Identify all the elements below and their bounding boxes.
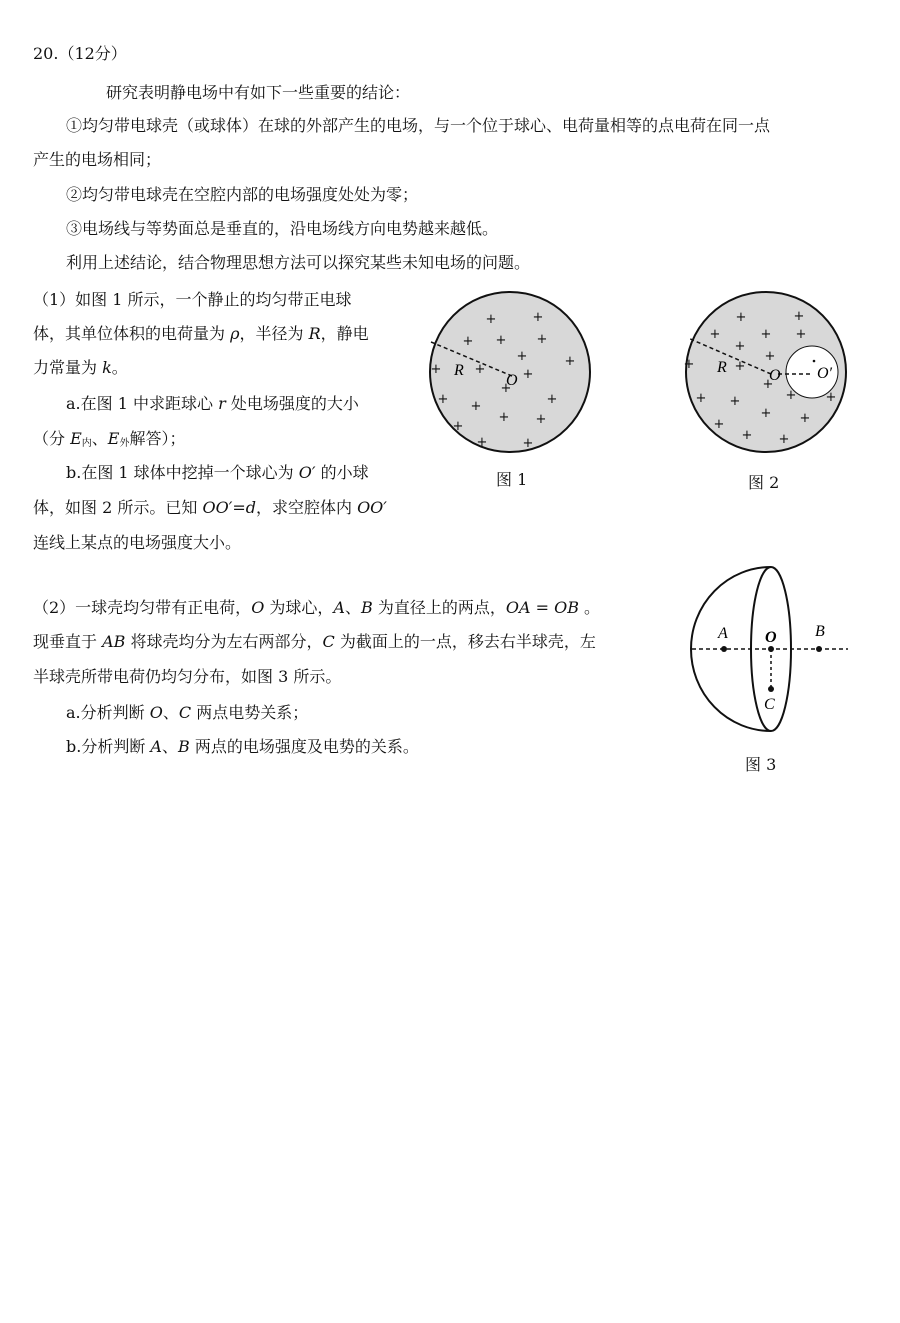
svg-text:+: + [785,388,797,403]
label-B: B [815,623,825,640]
intro-line: 研究表明静电场中有如下一些重要的结论： [106,83,411,102]
svg-text:+: + [500,381,512,396]
question-number: 20.（12分） [33,44,127,63]
svg-text:+: + [762,377,774,392]
figure-3-caption: 图 3 [745,755,777,774]
svg-text:+: + [516,349,528,364]
svg-text:+: + [734,359,746,374]
svg-text:+: + [734,339,746,354]
label-O: O [769,367,781,384]
svg-text:+: + [485,312,497,327]
label-O: O [506,372,518,389]
part1-line-3: 力常量为 k。 [33,358,128,377]
svg-text:+: + [713,417,725,432]
svg-text:+: + [495,333,507,348]
part1-a-line-2: （分 $E_内$、$E_外$解答）； [33,429,186,449]
label-O: O [765,629,777,646]
part2-b: b.分析判断 A、B 两点的电场强度及电势的关系。 [66,737,419,756]
svg-text:+: + [462,334,474,349]
center-o-prime-dot [813,360,816,363]
part2-line-3: 半球壳所带电荷仍均匀分布，如图 3 所示。 [33,667,342,686]
svg-text:+: + [546,392,558,407]
figure-3 [688,565,853,740]
svg-text:+: + [795,327,807,342]
conclusion-2: ②均匀带电球壳在空腔内部的电场强度处处为零； [66,185,419,204]
part1-line-1: （1）如图 1 所示，一个静止的均匀带正电球 [33,290,352,309]
conclusion-3: ③电场线与等势面总是垂直的，沿电场线方向电势越来越低。 [66,219,499,238]
part1-b-line-1: b.在图 1 球体中挖掉一个球心为 O′ 的小球 [66,463,369,482]
svg-text:+: + [564,354,576,369]
svg-text:+: + [476,435,488,450]
figure-2 [681,286,855,460]
svg-text:+: + [778,432,790,447]
svg-text:+: + [683,357,695,372]
svg-text:+: + [741,428,753,443]
figure-1 [418,290,602,474]
label-C: C [764,696,775,713]
svg-text:+: + [729,394,741,409]
svg-text:+: + [522,367,534,382]
svg-text:+: + [535,412,547,427]
label-R: R [454,362,464,379]
method-line: 利用上述结论，结合物理思想方法可以探究某些未知电场的问题。 [66,253,531,272]
point-a-dot [721,646,727,652]
conclusion-1-line-1: ①均匀带电球壳（或球体）在球的外部产生的电场，与一个位于球心、电荷量相等的点电荷在同一点 [66,116,771,135]
svg-text:+: + [498,410,510,425]
svg-text:+: + [760,327,772,342]
point-b-dot [816,646,822,652]
svg-text:+: + [709,327,721,342]
svg-text:+: + [437,392,449,407]
svg-text:+: + [522,436,534,451]
svg-text:+: + [536,332,548,347]
part2-a: a.分析判断 O、C 两点电势关系； [66,703,309,722]
part1-b-line-3: 连线上某点的电场强度大小。 [33,533,242,552]
svg-text:+: + [695,391,707,406]
part1-a-line-1: a.在图 1 中求距球心 r 处电场强度的大小 [66,394,359,413]
part2-line-1: （2）一球壳均匀带有正电荷，O 为球心，A、B 为直径上的两点，OA = OB 。 [33,598,601,617]
label-O-prime: O′ [817,365,833,382]
svg-text:+: + [532,310,544,325]
point-o-dot [768,646,774,652]
svg-text:+: + [470,399,482,414]
svg-text:+: + [799,411,811,426]
svg-text:+: + [793,309,805,324]
label-A: A [718,625,728,642]
svg-text:+: + [474,362,486,377]
svg-text:+: + [764,349,776,364]
svg-text:+: + [735,310,747,325]
figure-2-caption: 图 2 [748,473,780,492]
part2-line-2: 现垂直于 AB 将球壳均分为左右两部分，C 为截面上的一点，移去右半球壳，左 [33,632,596,651]
svg-text:+: + [760,406,772,421]
label-R: R [717,359,727,376]
point-c-dot [768,686,774,692]
svg-text:+: + [430,362,442,377]
figure-1-caption: 图 1 [496,470,528,489]
part1-b-line-2: 体，如图 2 所示。已知 OO′=d，求空腔体内 OO′ [33,498,387,517]
conclusion-1-line-2: 产生的电场相同； [33,150,162,169]
part1-line-2: 体，其单位体积的电荷量为 ρ，半径为 R，静电 [33,324,369,343]
svg-text:+: + [825,390,837,405]
svg-text:+: + [452,419,464,434]
